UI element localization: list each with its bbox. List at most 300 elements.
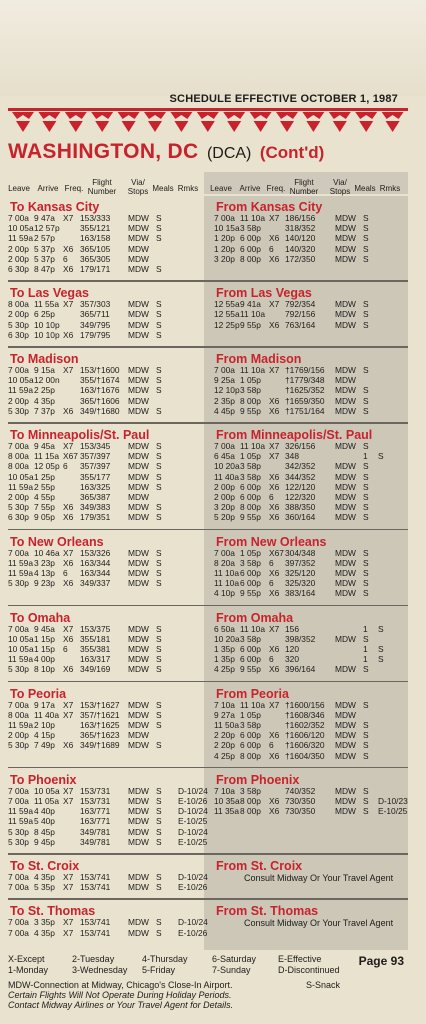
to-cell-via: MDW [128, 405, 149, 416]
to-cell-meals: S [156, 451, 162, 462]
to-cell-freq: X6 [63, 329, 74, 340]
to-cell-via: MDW [128, 512, 149, 523]
to-cell-leave: 7 00a [8, 547, 29, 558]
to-cell-via: MDW [128, 471, 149, 482]
to-cell-rmks: E-10/25 [178, 836, 208, 847]
to-cell-flight: 163/†1676 [80, 385, 120, 396]
route-to-title: To Madison [10, 352, 79, 366]
to-flight-row [8, 816, 408, 826]
to-cell-flight: 349/337 [80, 578, 111, 589]
to-cell-freq: X7 [63, 623, 74, 634]
to-cell-leave: 6 30p [8, 264, 29, 274]
legend-item: 5-Friday [142, 965, 176, 975]
to-cell-flight: 349/781 [80, 836, 111, 847]
from-cell-freq: X6 [269, 471, 280, 482]
to-cell-meals: S [156, 719, 162, 730]
from-cell-arrive: 11 10a [240, 213, 265, 223]
legend-mdw: MDW-Connection at Midway, Chicago's Close-In Airport. [8, 980, 233, 990]
to-cell-via: MDW [128, 547, 149, 558]
from-cell-leave: 2 20p [214, 740, 235, 751]
legend-item: D-Discontinued [278, 965, 340, 975]
from-cell-meals: S [363, 750, 369, 761]
from-cell-arrive: 3 58p [240, 719, 261, 730]
to-cell-via: MDW [128, 253, 149, 264]
from-cell-arrive: 3 58p [240, 223, 261, 234]
to-cell-arrive: 2 57p [34, 233, 55, 244]
to-cell-flight: 153/741 [80, 917, 111, 928]
from-cell-meals: S [363, 699, 369, 710]
to-cell-freq: X6 [63, 405, 74, 416]
legend-item: 3-Wednesday [72, 965, 128, 975]
route-from-title: From New Orleans [216, 534, 327, 549]
to-cell-arrive: 10 10p [34, 329, 60, 340]
from-cell-leave: 8 20a [214, 557, 235, 568]
from-col-flight-header: Flight Number [289, 178, 319, 196]
legend-item: 2-Tuesday [72, 954, 115, 964]
from-flight-row [8, 578, 408, 588]
to-cell-flight: 153/375 [80, 623, 111, 634]
from-cell-freq: X6 [269, 750, 280, 761]
to-cell-freq: 6 [63, 461, 68, 472]
to-cell-flight: 153/731 [80, 785, 111, 796]
from-flight-row [8, 796, 408, 806]
to-cell-freq: X6 [63, 557, 74, 568]
to-cell-via: MDW [128, 795, 149, 806]
to-cell-leave: 11 59a [8, 233, 33, 244]
to-cell-freq: X6 [63, 633, 74, 644]
route-from-title: From St. Croix [216, 859, 303, 873]
from-cell-meals: S [363, 502, 369, 513]
from-cell-leave: 1 20p [214, 233, 235, 244]
to-cell-meals: S [156, 471, 162, 482]
from-cell-leave: 1 35p [214, 654, 235, 665]
from-cell-via: MDW [335, 243, 356, 254]
to-cell-arrive: 2 10p [34, 719, 55, 730]
from-cell-meals: S [363, 395, 369, 406]
to-cell-leave: 2 00p [8, 492, 29, 502]
to-cell-leave: 11 59a [8, 567, 33, 578]
to-cell-leave: 5 30p [8, 319, 29, 330]
from-cell-arrive: 9 55p [240, 512, 261, 523]
to-cell-rmks: D-10/24 [178, 872, 208, 882]
schedule-section [8, 424, 408, 531]
from-cell-leave: 7 00a [214, 441, 235, 451]
to-cell-flight: 163/158 [80, 233, 111, 244]
from-cell-leave: 5 20p [214, 512, 235, 523]
page-number: Page 93 [358, 954, 404, 968]
from-cell-via: MDW [335, 441, 356, 451]
to-cell-arrive: 11 55a [34, 299, 59, 310]
from-cell-flight: †1608/346 [285, 709, 325, 720]
to-cell-flight: 365/305 [80, 253, 111, 264]
schedule-section [8, 683, 408, 769]
from-cell-flight: 344/352 [285, 471, 316, 482]
from-cell-leave: 12 25p [214, 319, 240, 330]
from-cell-freq: X6 [269, 664, 280, 675]
from-cell-via: MDW [335, 785, 356, 796]
to-cell-via: MDW [128, 633, 149, 644]
to-cell-via: MDW [128, 451, 149, 462]
to-cell-flight: 355/177 [80, 471, 111, 482]
to-cell-via: MDW [128, 375, 149, 386]
to-cell-arrive: 1 15p [34, 643, 55, 654]
from-cell-via: MDW [335, 405, 356, 416]
to-cell-via: MDW [128, 557, 149, 568]
from-cell-arrive: 8 00p [240, 502, 261, 513]
route-from-title: From Kansas City [216, 200, 323, 214]
to-cell-flight: 163/325 [80, 481, 111, 492]
to-cell-flight: 355/381 [80, 643, 111, 654]
to-cell-flight: 357/397 [80, 461, 111, 472]
to-cell-freq: X7 [63, 547, 74, 558]
to-cell-leave: 11 59a [8, 557, 33, 568]
from-cell-leave: 1 35p [214, 643, 235, 654]
from-cell-arrive: 11 10a [240, 623, 265, 634]
to-cell-via: MDW [128, 872, 149, 882]
to-cell-meals: S [156, 441, 162, 451]
to-cell-rmks: D-10/24 [178, 806, 208, 817]
from-cell-arrive: 6 00p [240, 492, 261, 502]
to-cell-meals: S [156, 557, 162, 568]
from-cell-meals: S [363, 365, 369, 375]
to-cell-meals: S [156, 664, 162, 675]
to-cell-flight: 163/344 [80, 567, 111, 578]
to-cell-leave: 8 00a [8, 451, 29, 462]
from-cell-meals: 1 [363, 451, 368, 462]
from-cell-meals: S [363, 512, 369, 523]
to-cell-freq: X7 [63, 441, 74, 451]
to-cell-meals: S [156, 461, 162, 472]
from-cell-leave: 3 20p [214, 253, 235, 264]
route-to-title: To St. Thomas [10, 904, 96, 919]
from-cell-flight: †1606/320 [285, 740, 325, 751]
to-cell-arrive: 12 05p [34, 461, 60, 472]
to-cell-rmks: D-10/24 [178, 785, 208, 796]
from-cell-meals: S [363, 795, 369, 806]
from-cell-arrive: 9 55p [240, 319, 261, 330]
to-cell-flight: 179/795 [80, 329, 111, 340]
from-cell-meals: S [363, 588, 369, 599]
midway-logo-mark [12, 112, 34, 132]
to-cell-meals: S [156, 299, 162, 310]
to-cell-meals: S [156, 654, 162, 665]
to-cell-arrive: 4 15p [34, 730, 55, 741]
to-cell-via: MDW [128, 329, 149, 340]
to-cell-freq: 6 [63, 253, 68, 264]
from-cell-flight: 122/320 [285, 492, 316, 502]
to-cell-leave: 7 00a [8, 213, 29, 223]
to-col-via-header: Via/ Stops [127, 178, 149, 196]
from-cell-arrive: 3 58p [240, 385, 261, 396]
to-cell-arrive: 10 05a [34, 785, 60, 796]
from-cell-meals: S [363, 567, 369, 578]
to-cell-meals: S [156, 481, 162, 492]
to-cell-leave: 7 00a [8, 872, 29, 882]
from-cell-arrive: 3 58p [240, 461, 261, 472]
to-col-meals-header: Meals [152, 184, 174, 193]
to-cell-meals: S [156, 785, 162, 796]
from-flight-row [8, 664, 408, 674]
from-cell-flight: 763/164 [285, 319, 316, 330]
to-cell-leave: 7 00a [8, 441, 29, 451]
to-cell-flight: 349/†1680 [80, 405, 120, 416]
legend-item: 6-Saturday [212, 954, 257, 964]
to-cell-arrive: 12 00n [34, 375, 60, 386]
from-cell-flight: †1602/352 [285, 719, 325, 730]
from-cell-arrive: 3 58p [240, 785, 261, 796]
from-cell-arrive: 8 00p [240, 395, 261, 406]
from-cell-arrive: 11 10a [240, 309, 265, 320]
from-cell-rmks: S [378, 451, 384, 462]
route-to-title: To Las Vegas [10, 286, 89, 301]
to-cell-arrive: 5 37p [34, 243, 55, 254]
midway-logo-mark [91, 112, 113, 132]
to-cell-flight: 355/181 [80, 633, 111, 644]
to-cell-leave: 2 00p [8, 253, 29, 264]
route-to-title: To Kansas City [10, 200, 100, 214]
to-cell-via: MDW [128, 643, 149, 654]
to-cell-meals: S [156, 917, 162, 928]
to-cell-meals: S [156, 836, 162, 847]
to-cell-freq: X7 [63, 365, 74, 375]
from-flight-row [8, 634, 408, 644]
from-cell-meals: S [363, 785, 369, 796]
from-flight-row [8, 740, 408, 750]
to-cell-freq: 6 [63, 643, 68, 654]
from-cell-leave: 12 10p [214, 385, 240, 396]
to-cell-via: MDW [128, 709, 149, 720]
to-flight-row [8, 882, 408, 892]
to-cell-leave: 10 05a [8, 471, 34, 482]
from-cell-via: MDW [335, 557, 356, 568]
to-cell-arrive: 5 40p [34, 816, 55, 827]
from-col-rmks-header: Rmks [379, 184, 401, 193]
legend-item: X-Except [8, 954, 45, 964]
to-cell-leave: 7 00a [8, 882, 29, 893]
to-cell-leave: 11 59a [8, 719, 33, 730]
from-cell-leave: 2 35p [214, 395, 235, 406]
to-cell-arrive: 4 13p [34, 567, 55, 578]
to-cell-via: MDW [128, 730, 149, 741]
from-cell-flight: 120 [285, 643, 299, 654]
from-cell-flight: 730/350 [285, 806, 316, 817]
from-cell-rmks: S [378, 643, 384, 654]
from-cell-leave: 11 40a [214, 471, 239, 482]
to-cell-freq: X7 [63, 213, 74, 223]
to-cell-meals: S [156, 547, 162, 558]
midway-logo-mark [223, 112, 245, 132]
to-cell-flight: 349/781 [80, 826, 111, 837]
to-cell-via: MDW [128, 502, 149, 513]
from-cell-flight: 156 [285, 623, 299, 634]
city-title: WASHINGTON, DC [8, 140, 199, 163]
from-cell-leave: 2 00p [214, 481, 235, 492]
to-cell-leave: 2 00p [8, 395, 29, 406]
to-cell-via: MDW [128, 806, 149, 817]
from-cell-meals: S [363, 557, 369, 568]
to-cell-flight: 153/741 [80, 872, 111, 882]
from-flight-row [8, 472, 408, 482]
from-flight-row [8, 548, 408, 558]
from-flight-row [8, 558, 408, 568]
from-cell-arrive: 1 05p [240, 709, 261, 720]
from-flight-row [8, 654, 408, 664]
from-cell-flight: 383/164 [285, 588, 316, 599]
to-cell-flight: 349/795 [80, 319, 111, 330]
to-cell-meals: S [156, 623, 162, 634]
from-cell-flight: 360/164 [285, 512, 316, 523]
from-flight-row [8, 385, 408, 395]
from-cell-flight: †1606/120 [285, 730, 325, 741]
from-cell-meals: S [363, 319, 369, 330]
to-cell-flight: 179/171 [80, 264, 111, 274]
from-cell-meals: S [363, 243, 369, 254]
from-flight-row [8, 299, 408, 309]
from-cell-freq: X6 [269, 319, 280, 330]
from-cell-flight: †1659/350 [285, 395, 325, 406]
to-cell-leave: 7 00a [8, 917, 29, 928]
from-cell-freq: 6 [269, 578, 274, 589]
from-cell-flight: †1604/350 [285, 750, 325, 761]
from-flight-row [8, 233, 408, 243]
to-cell-arrive: 9 47a [34, 213, 55, 223]
midway-logo-mark [250, 112, 272, 132]
to-cell-leave: 2 00p [8, 243, 29, 254]
to-cell-meals: S [156, 709, 162, 720]
page-title [8, 140, 408, 170]
from-flight-row [8, 451, 408, 461]
from-cell-meals: S [363, 664, 369, 675]
from-cell-leave: 4 25p [214, 750, 235, 761]
from-cell-arrive: 11 10a [240, 365, 265, 375]
to-cell-freq: X6 [63, 243, 74, 254]
to-cell-arrive: 4 55p [34, 492, 55, 502]
to-col-leave-header: Leave [8, 184, 30, 193]
to-cell-meals: S [156, 740, 162, 751]
from-cell-meals: S [363, 740, 369, 751]
from-cell-via: MDW [335, 365, 356, 375]
to-cell-flight: 163/†1625 [80, 719, 120, 730]
from-cell-meals: S [363, 547, 369, 558]
to-cell-flight: 153/741 [80, 882, 111, 893]
to-cell-leave: 7 00a [8, 699, 29, 710]
to-cell-leave: 5 30p [8, 826, 29, 837]
from-cell-freq: X6 [269, 588, 280, 599]
from-cell-flight: †1625/352 [285, 385, 325, 396]
from-cell-flight: †1751/164 [285, 405, 325, 416]
to-cell-freq: X7 [63, 872, 74, 882]
midway-logo-mark [118, 112, 140, 132]
to-cell-via: MDW [128, 264, 149, 274]
from-cell-via: MDW [335, 319, 356, 330]
schedule-grid [8, 196, 408, 950]
to-cell-via: MDW [128, 740, 149, 751]
from-flight-row [8, 223, 408, 233]
to-cell-via: MDW [128, 319, 149, 330]
to-cell-leave: 10 05a [8, 375, 34, 386]
from-cell-via: MDW [335, 461, 356, 472]
to-cell-rmks: E-10/26 [178, 927, 208, 938]
to-cell-flight: 349/383 [80, 502, 111, 513]
from-cell-arrive: 9 55p [240, 405, 261, 416]
to-cell-via: MDW [128, 492, 149, 502]
from-cell-meals: 1 [363, 623, 368, 634]
to-cell-meals: S [156, 927, 162, 938]
to-cell-arrive: 4 35p [34, 395, 55, 406]
from-cell-leave: 11 50a [214, 719, 239, 730]
to-cell-flight: 365/387 [80, 492, 111, 502]
from-cell-meals: S [363, 309, 369, 320]
from-cell-leave: 4 25p [214, 664, 235, 675]
to-cell-leave: 10 05a [8, 633, 34, 644]
from-cell-meals: S [363, 578, 369, 589]
to-cell-via: MDW [128, 785, 149, 796]
to-cell-leave: 8 00a [8, 709, 29, 720]
from-cell-freq: X7 [269, 623, 280, 634]
route-to-title: To St. Croix [10, 859, 80, 873]
to-cell-freq: 6 [63, 567, 68, 578]
from-cell-leave: 7 00a [214, 365, 235, 375]
to-col-rmks-header: Rmks [177, 184, 199, 193]
from-cell-meals: S [363, 223, 369, 234]
to-cell-meals: S [156, 806, 162, 817]
to-cell-flight: 153/†1600 [80, 365, 120, 375]
to-cell-rmks: E-10/25 [178, 816, 208, 827]
from-cell-freq: X6 [269, 643, 280, 654]
to-cell-leave: 2 00p [8, 309, 29, 320]
from-flight-row [8, 502, 408, 512]
from-cell-freq: X6 [269, 253, 280, 264]
to-cell-flight: 349/†1689 [80, 740, 120, 751]
to-cell-arrive: 1 15p [34, 633, 55, 644]
from-cell-flight: 325/120 [285, 567, 316, 578]
to-cell-flight: 357/†1621 [80, 709, 120, 720]
legend-item: E-Effective [278, 954, 322, 964]
from-flight-row [8, 624, 408, 634]
to-cell-leave: 8 00a [8, 461, 29, 472]
from-cell-via: MDW [335, 375, 356, 386]
consult-agent-note: Consult Midway Or Your Travel Agent [244, 918, 394, 929]
from-cell-leave: 1 20p [214, 243, 235, 254]
from-cell-meals: 1 [363, 643, 368, 654]
from-cell-leave: 11 10a [214, 567, 239, 578]
to-cell-meals: S [156, 643, 162, 654]
from-col-meals-header: Meals [354, 184, 376, 193]
to-cell-freq: X6 [63, 512, 74, 523]
to-cell-via: MDW [128, 365, 149, 375]
to-cell-meals: S [156, 512, 162, 523]
from-cell-meals: S [363, 806, 369, 817]
from-cell-freq: X6 [269, 502, 280, 513]
from-cell-arrive: 11 10a [240, 441, 265, 451]
from-cell-freq: X6 [269, 567, 280, 578]
from-flight-row [8, 309, 408, 319]
from-cell-arrive: 6 00p [240, 481, 261, 492]
from-flight-row [8, 244, 408, 254]
to-cell-arrive: 7 55p [34, 502, 55, 513]
schedule-section [8, 769, 408, 855]
route-from-title: From Peoria [216, 686, 289, 701]
from-cell-arrive: 9 41a [240, 299, 261, 310]
route-from-title: From St. Thomas [216, 904, 319, 919]
from-cell-freq: X6 [269, 806, 280, 817]
from-cell-freq: X6 [269, 512, 280, 523]
from-cell-arrive: 9 55p [240, 588, 261, 599]
from-cell-leave: 11 10a [214, 578, 239, 589]
from-flight-row [8, 375, 408, 385]
from-cell-arrive: 8 00p [240, 795, 261, 806]
to-cell-via: MDW [128, 654, 149, 665]
